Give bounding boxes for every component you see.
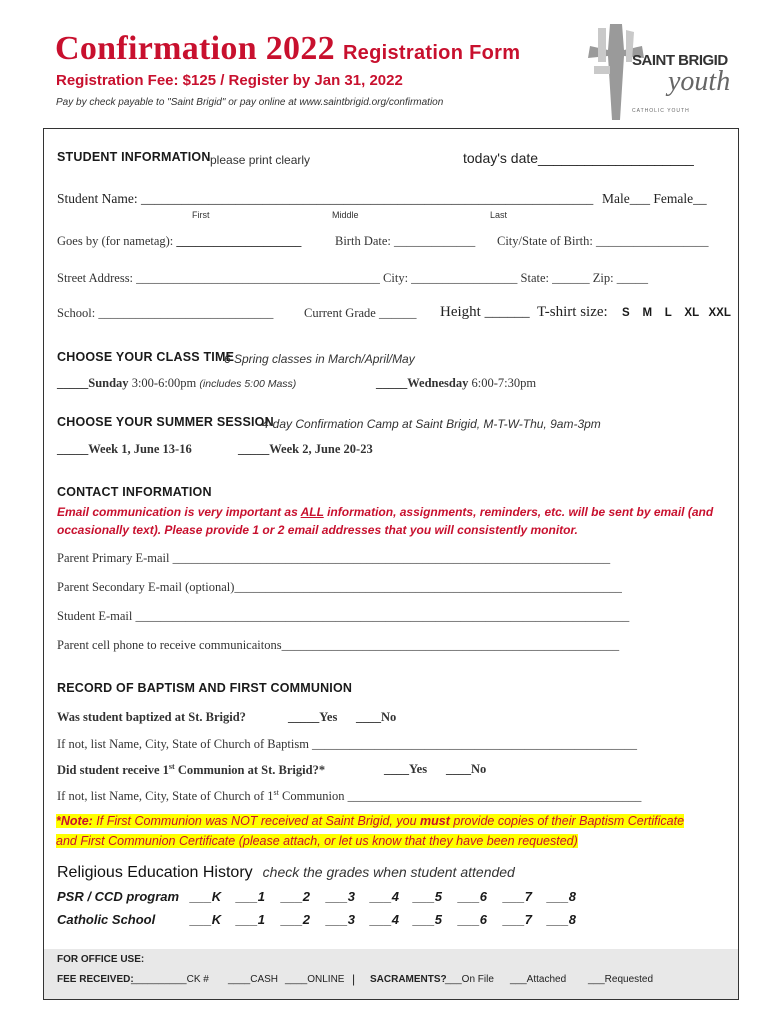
school-grade-8[interactable]: ___8 — [547, 912, 576, 927]
school-grade-1[interactable]: ___1 — [236, 912, 265, 927]
logo-tagline: CATHOLIC YOUTH — [632, 108, 690, 114]
parent-primary-email-field[interactable]: Parent Primary E-mail ______________________________________________________________________ — [57, 551, 611, 565]
psr-grade-4[interactable]: ___4 — [370, 889, 399, 904]
office-use-heading: FOR OFFICE USE: — [57, 954, 145, 965]
baptism-church-field[interactable]: If not, list Name, City, State of Church of Baptism ____________________________________________________ — [57, 737, 638, 751]
gender-field[interactable]: Male___ Female__ — [602, 191, 707, 206]
current-grade-field[interactable]: Current Grade ______ — [304, 306, 417, 320]
religious-ed-heading — [57, 864, 515, 882]
school-grade-2[interactable]: ___2 — [281, 912, 310, 927]
baptized-no[interactable]: ____No — [356, 710, 397, 724]
sunday-label: _____Sunday — [57, 376, 129, 390]
school-grade-6[interactable]: ___6 — [458, 912, 487, 927]
communion-q-sup: st — [168, 762, 175, 771]
height-field[interactable]: Height ______ — [440, 304, 530, 320]
contact-heading: CONTACT INFORMATION — [57, 485, 212, 499]
middle-name-label: Middle — [332, 210, 359, 220]
psr-grade-3[interactable]: ___3 — [326, 889, 355, 904]
nickname-field[interactable] — [57, 234, 301, 249]
communion-church-field[interactable] — [57, 788, 641, 804]
email-notice-pre: Email communication is very important as — [57, 505, 301, 519]
sunday-note: (includes 5:00 Mass) — [199, 378, 297, 390]
psr-label: PSR / CCD program — [57, 889, 180, 904]
attached-field[interactable]: ___Attached — [510, 974, 567, 985]
payment-instructions: Pay by check payable to "Saint Brigid" or pay online at www.saintbrigid.org/confirmation — [56, 97, 444, 108]
nickname-label: Goes by (for nametag): — [57, 234, 177, 248]
baptized-yes[interactable]: _____Yes — [288, 710, 338, 724]
title-main: Confirmation 2022 — [55, 30, 335, 67]
summer-session-note: 4-day Confirmation Camp at Saint Brigid, M-T-W-Thu, 9am-3pm — [262, 417, 601, 431]
cash-field[interactable]: ____CASH — [228, 974, 279, 985]
on-file-field[interactable]: ___On File — [445, 974, 494, 985]
psr-grade-6[interactable]: ___6 — [458, 889, 487, 904]
office-separator: | — [352, 972, 356, 986]
nickname-blank: ____________________ — [176, 234, 302, 248]
sunday-time: 3:00-6:00pm — [131, 376, 197, 390]
communion-question — [57, 762, 325, 778]
online-field[interactable]: ____ONLINE — [285, 974, 345, 985]
email-notice — [57, 503, 729, 539]
requested-field[interactable]: ___Requested — [588, 974, 654, 985]
communion-q-pre: Did student receive 1 — [57, 763, 169, 778]
note-post: provide copies of their Baptism Certificate — [449, 814, 685, 828]
fee-received-label: FEE RECEIVED: — [57, 974, 134, 985]
todays-date-field[interactable]: today's date____________________ — [463, 150, 694, 166]
baptized-question: Was student baptized at St. Brigid? — [57, 710, 246, 724]
last-name-label: Last — [490, 210, 508, 220]
tshirt-sizes[interactable]: S M L XL XXL — [622, 307, 731, 319]
print-clearly-hint: please print clearly — [210, 153, 311, 167]
birth-date-field[interactable]: Birth Date: _____________ — [335, 234, 476, 248]
week1-option[interactable]: _____Week 1, June 13-16 — [57, 442, 192, 456]
religious-ed-hint: check the grades when student attended — [262, 864, 515, 880]
psr-grade-8[interactable]: ___8 — [547, 889, 576, 904]
sacraments-label: SACRAMENTS? — [370, 974, 447, 985]
religious-ed-title: Religious Education History — [57, 864, 253, 881]
student-info-heading: STUDENT INFORMATION — [57, 150, 211, 164]
registration-fee: Registration Fee: $125 / Register by Jan 31, 2022 — [56, 72, 403, 89]
catholic-school-label: Catholic School — [57, 912, 156, 927]
tshirt-label: T-shirt size: — [537, 304, 608, 320]
psr-grade-5[interactable]: ___5 — [413, 889, 442, 904]
note-line-1 — [56, 814, 684, 828]
student-email-field[interactable]: Student E-mail _______________________________________________________________________________ — [57, 609, 630, 623]
school-grade-3[interactable]: ___3 — [326, 912, 355, 927]
note-line-2: and First Communion Certificate (please attach, or let us know that they have been requested) — [56, 834, 578, 848]
summer-session-heading: CHOOSE YOUR SUMMER SESSION — [57, 415, 274, 429]
communion-no[interactable]: ____No — [446, 762, 487, 776]
class-time-note: 6 Spring classes in March/April/May — [224, 352, 415, 366]
communion-f-pre: If not, list Name, City, State of Church of 1 — [57, 789, 274, 804]
title-sub: Registration Form — [342, 42, 521, 64]
class-time-heading: CHOOSE YOUR CLASS TIME — [57, 350, 235, 364]
school-grade-7[interactable]: ___7 — [503, 912, 532, 927]
email-notice-post: information, assignments, reminders, etc. will be sent by email (and occasionally text). Please provide 1 or 2 email addresses that you will consistently monitor. — [57, 505, 714, 537]
wednesday-option[interactable] — [376, 376, 536, 391]
psr-grade-2[interactable]: ___2 — [281, 889, 310, 904]
wednesday-time: 6:00-7:30pm — [471, 376, 537, 390]
communion-yes[interactable]: ____Yes — [384, 762, 428, 776]
note-bold: *Note: — [56, 814, 93, 828]
note-pre: If First Communion was NOT received at Saint Brigid, you — [92, 814, 421, 828]
first-name-label: First — [192, 210, 210, 220]
address-field[interactable]: Street Address: _______________________________________ City: _________________ State: ______ Zip: _____ — [57, 271, 648, 285]
school-field[interactable]: School: ____________________________ — [57, 306, 274, 320]
form-title — [55, 30, 520, 68]
psr-grade-k[interactable]: ___K — [190, 889, 222, 904]
communion-q-post: Communion at St. Brigid?* — [174, 763, 326, 778]
communion-f-post: Communion _______________________________________________ — [278, 789, 642, 804]
sunday-option[interactable] — [57, 376, 296, 391]
wednesday-label: _____Wednesday — [376, 376, 469, 390]
note-must: must — [420, 814, 450, 828]
parent-secondary-email-field[interactable]: Parent Secondary E-mail (optional)______________________________________________________________ — [57, 580, 622, 594]
student-name-field[interactable]: Student Name: ___________________________________________________________________ — [57, 191, 594, 206]
psr-grade-7[interactable]: ___7 — [503, 889, 532, 904]
parent-cell-field[interactable]: Parent cell phone to receive communicaitons______________________________________________________ — [57, 638, 620, 652]
communion-f-sup: st — [273, 788, 279, 797]
week2-option[interactable]: _____Week 2, June 20-23 — [238, 442, 373, 456]
check-number-field[interactable]: __________CK # — [131, 974, 209, 985]
birth-place-field[interactable]: City/State of Birth: __________________ — [497, 234, 709, 248]
logo-name: SAINT BRIGID — [632, 52, 728, 69]
email-notice-all: ALL — [300, 505, 324, 519]
psr-grade-1[interactable]: ___1 — [236, 889, 265, 904]
baptism-heading: RECORD OF BAPTISM AND FIRST COMMUNION — [57, 681, 353, 695]
logo-script: youth — [668, 66, 731, 97]
school-grade-5[interactable]: ___5 — [413, 912, 442, 927]
school-grade-4[interactable]: ___4 — [370, 912, 399, 927]
school-grade-k[interactable]: ___K — [190, 912, 222, 927]
certificate-note — [56, 810, 684, 850]
